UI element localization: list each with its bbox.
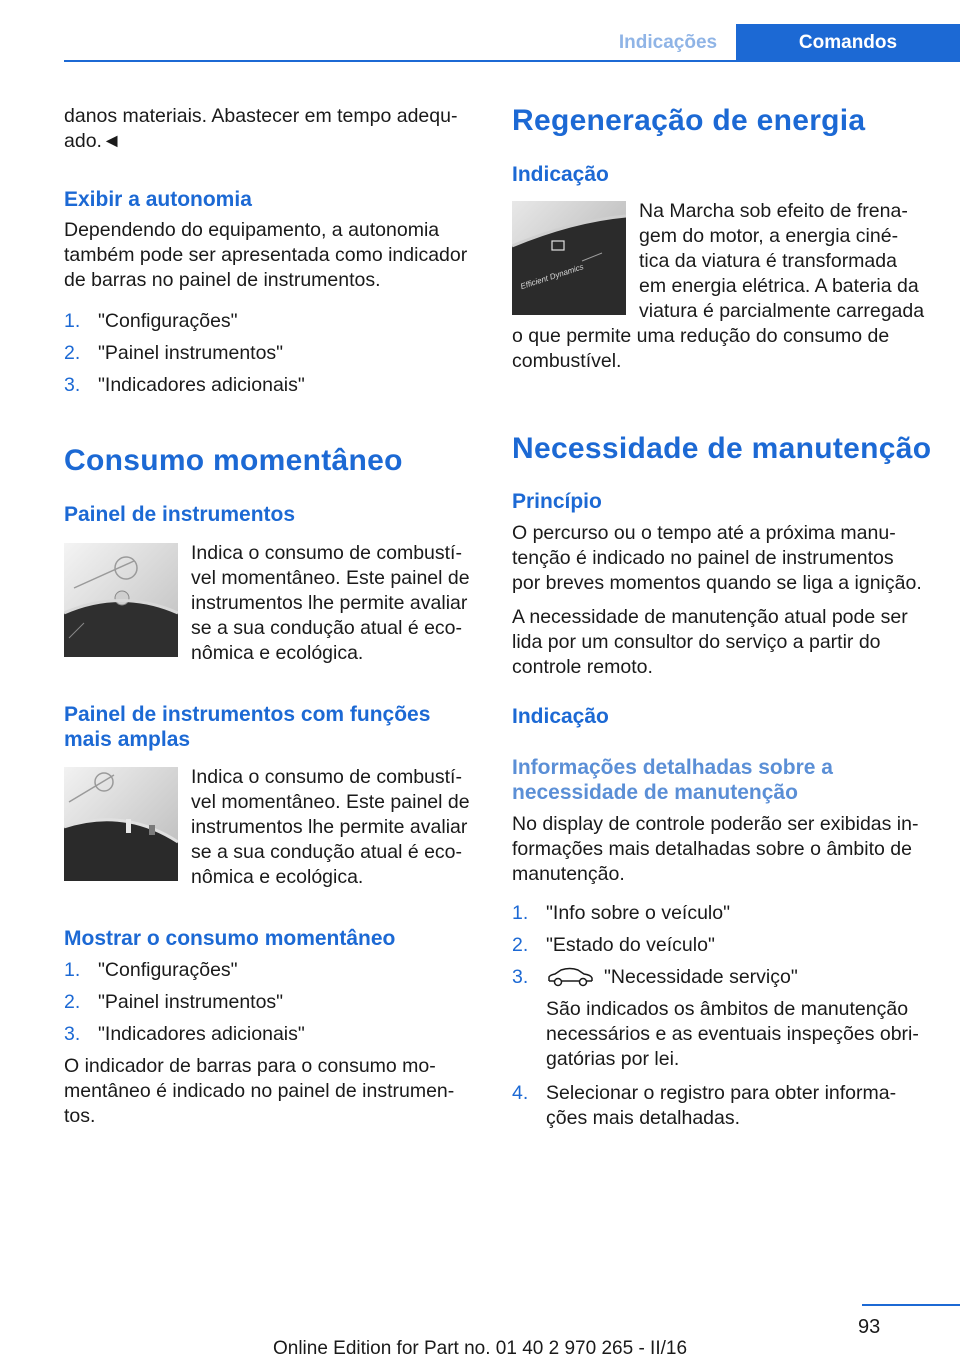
- regen-line: em energia elétrica. A bateria da: [639, 275, 919, 297]
- list-number: 4.: [512, 1082, 529, 1104]
- list-number: 2.: [512, 934, 529, 956]
- list-item: "Estado do veículo": [546, 934, 715, 956]
- regen-line: viatura é parcialmente carregada: [639, 300, 925, 322]
- extended-cluster-image: [64, 767, 178, 881]
- tab-indicacoes[interactable]: Indicações: [618, 32, 718, 53]
- manutencao-heading: Necessidade de manutenção: [512, 432, 932, 465]
- principio-body: [512, 521, 922, 596]
- footer-rule: [862, 1304, 960, 1306]
- principio-line: controle remoto.: [512, 656, 653, 678]
- intro-line-2: ado.◄: [64, 130, 122, 152]
- page-number: 93: [858, 1316, 881, 1338]
- regen-line: tica da viatura é transformada: [639, 250, 897, 272]
- list-number: 1.: [512, 902, 529, 924]
- list-item: "Indicadores adicionais": [98, 1023, 305, 1045]
- regen-body-short: [639, 199, 924, 324]
- regen-line: gem do motor, a energia ciné‐: [639, 225, 899, 247]
- autonomia-heading: Exibir a autonomia: [64, 188, 252, 211]
- amplas-heading-line: mais amplas: [64, 728, 191, 751]
- efficient-dynamics-image: [512, 201, 626, 315]
- principio-heading: Princípio: [512, 490, 602, 513]
- amplas-heading: [64, 702, 430, 752]
- amplas-line: Indica o consumo de combustí‐: [191, 766, 462, 788]
- car-icon: [546, 966, 594, 988]
- mostrar-line: O indicador de barras para o consumo mo‐: [64, 1055, 436, 1077]
- list-number: 2.: [64, 991, 81, 1013]
- amplas-line: se a sua condução atual é eco‐: [191, 841, 463, 863]
- painel-line: vel momentâneo. Este painel de: [191, 567, 470, 589]
- info-heading: [512, 755, 833, 805]
- painel-line: se a sua condução atual é eco‐: [191, 617, 463, 639]
- mostrar-body: [64, 1054, 454, 1129]
- info-line: formações mais detalhadas sobre o âmbito de: [512, 838, 912, 860]
- amplas-line: instrumentos lhe permite avaliar: [191, 816, 468, 838]
- list-item: "Painel instrumentos": [98, 991, 284, 1013]
- painel-line: nômica e ecológica.: [191, 642, 364, 664]
- principio-line: por breves momentos quando se liga a ignição.: [512, 572, 922, 594]
- painel-heading: Painel de instrumentos: [64, 503, 296, 526]
- list-item: "Indicadores adicionais": [98, 374, 305, 396]
- intro-line-1: danos materiais. Abastecer em tempo adequ‐: [64, 105, 458, 127]
- regen-heading: Regeneração de energia: [512, 104, 866, 137]
- tab-comandos[interactable]: Comandos: [736, 24, 960, 62]
- principio-line: lida por um consultor do serviço a partir do: [512, 631, 881, 653]
- edition-footer: Online Edition for Part no. 01 40 2 970 265 - II/16: [272, 1338, 688, 1359]
- list4-line: Selecionar o registro para obter informa‐: [546, 1082, 897, 1104]
- amplas-line: nômica e ecológica.: [191, 866, 364, 888]
- mostrar-line: mentâneo é indicado no painel de instrumen‐: [64, 1080, 455, 1102]
- autonomia-line: Dependendo do equipamento, a autonomia: [64, 219, 440, 241]
- info-line: No display de controle poderão ser exibidas in‐: [512, 813, 919, 835]
- list-item: "Info sobre o veículo": [546, 902, 731, 924]
- list-item: "Configurações": [98, 959, 238, 981]
- info-line: manutenção.: [512, 863, 625, 885]
- efficient-dynamics-label: Efficient Dynamics: [519, 262, 585, 292]
- principio-body-2: [512, 605, 908, 680]
- principio-line: O percurso ou o tempo até a próxima manu‐: [512, 522, 896, 544]
- list3-sub-line: gatórias por lei.: [546, 1048, 680, 1070]
- list-number: 2.: [64, 342, 81, 364]
- autonomia-line: também pode ser apresentada como indicador: [64, 244, 468, 266]
- painel-line: Indica o consumo de combustí‐: [191, 542, 462, 564]
- principio-line: tenção é indicado no painel de instrumentos: [512, 547, 894, 569]
- list-number: 1.: [64, 310, 81, 332]
- regen-line: Na Marcha sob efeito de frena‐: [639, 200, 908, 222]
- list4-text: [546, 1081, 896, 1131]
- painel-body: [191, 541, 470, 666]
- consumo-heading: Consumo momentâneo: [64, 444, 403, 477]
- regen-body-full: [512, 324, 889, 374]
- list-number: 3.: [64, 1023, 81, 1045]
- instrument-cluster-image: [64, 543, 178, 657]
- list3-sub-line: São indicados os âmbitos de manutenção: [546, 998, 909, 1020]
- autonomia-line: de barras no painel de instrumentos.: [64, 269, 381, 291]
- list4-line: ções mais detalhadas.: [546, 1107, 741, 1129]
- regen-line: combustível.: [512, 350, 622, 372]
- info-body: [512, 812, 918, 887]
- mostrar-heading: Mostrar o consumo momentâneo: [64, 927, 396, 950]
- list3-sub: [546, 997, 919, 1072]
- list-item: "Painel instrumentos": [98, 342, 284, 364]
- list-number: 3.: [64, 374, 81, 396]
- autonomia-body: [64, 218, 467, 293]
- amplas-body: [191, 765, 470, 890]
- header-rule: [64, 60, 960, 62]
- list-number: 3.: [512, 966, 529, 988]
- list-item: "Configurações": [98, 310, 238, 332]
- amplas-line: vel momentâneo. Este painel de: [191, 791, 470, 813]
- list3-sub-line: necessários e as eventuais inspeções obri‐: [546, 1023, 919, 1045]
- regen-line: o que permite uma redução do consumo de: [512, 325, 890, 347]
- info-heading-line: Informações detalhadas sobre a: [512, 756, 833, 779]
- principio-line: A necessidade de manutenção atual pode ser: [512, 606, 908, 628]
- amplas-heading-line: Painel de instrumentos com funções: [64, 703, 431, 726]
- painel-line: instrumentos lhe permite avaliar: [191, 592, 468, 614]
- regen-indicacao-heading: Indicação: [512, 163, 609, 186]
- mostrar-line: tos.: [64, 1105, 96, 1127]
- indicacao-heading: Indicação: [512, 705, 609, 728]
- info-heading-line: necessidade de manutenção: [512, 781, 798, 804]
- list-item: "Necessidade serviço": [604, 966, 798, 988]
- intro-text: [64, 104, 457, 154]
- list-number: 1.: [64, 959, 81, 981]
